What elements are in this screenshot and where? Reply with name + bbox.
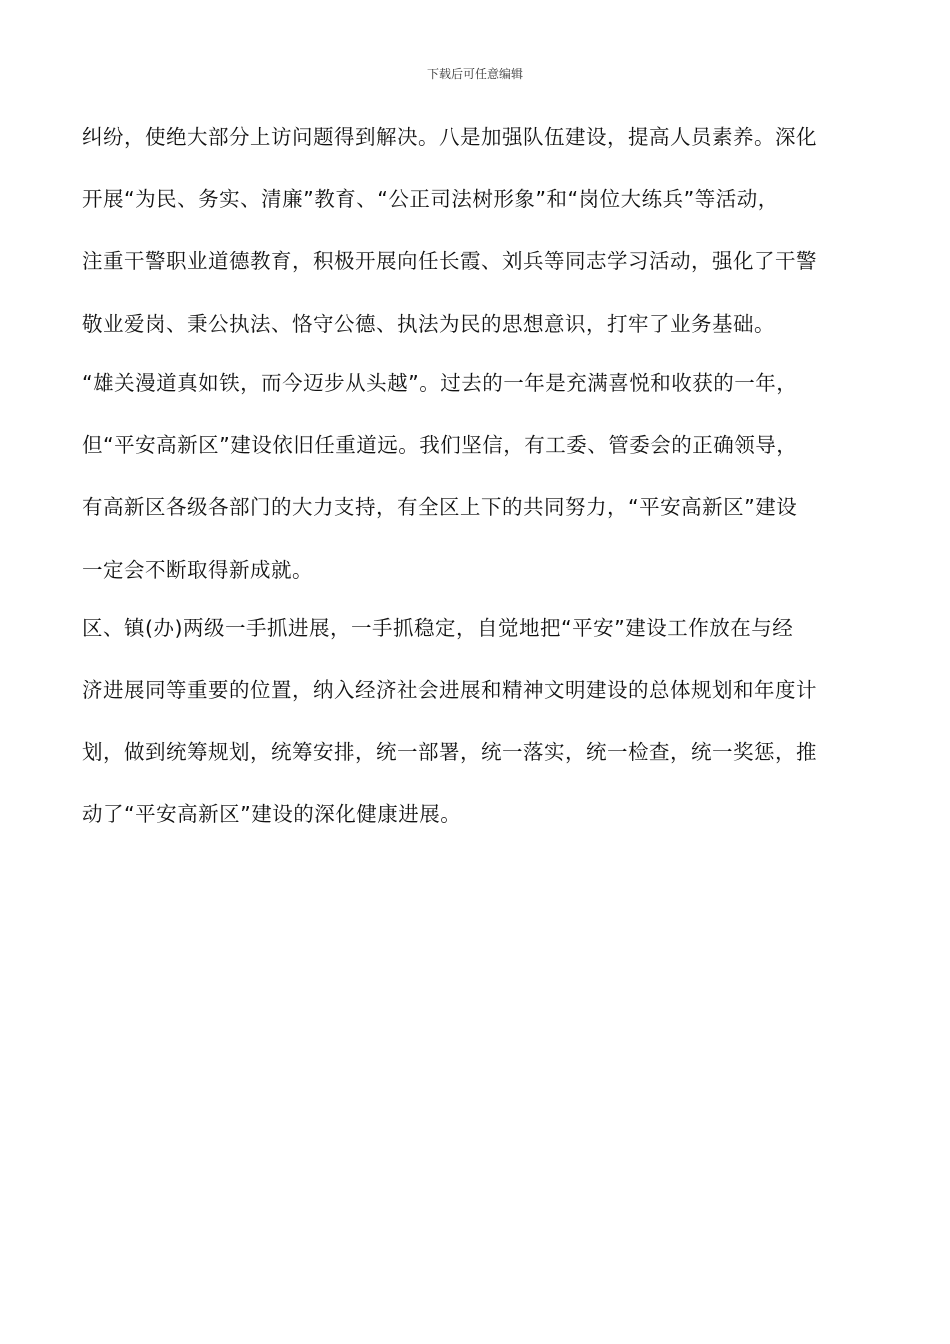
text-line: 济进展同等重要的位置，纳入经济社会进展和精神文明建设的总体规划和年度计 xyxy=(82,678,817,702)
text-line: 纠纷，使绝大部分上访问题得到解决。八是加强队伍建设，提高人员素养。深化 xyxy=(82,125,817,149)
page-header-note: 下载后可任意编辑 xyxy=(426,67,523,81)
text-line: 有高新区各级各部门的大力支持，有全区上下的共同努力，“平安高新区”建设 xyxy=(82,495,798,519)
text-line: 敬业爱岗、秉公执法、恪守公德、执法为民的思想意识，打牢了业务基础。 xyxy=(82,312,775,336)
text-line: 区、镇(办)两级一手抓进展，一手抓稳定，自觉地把“平安”建设工作放在与经 xyxy=(82,616,794,640)
text-line: 一定会不断取得新成就。 xyxy=(82,558,313,582)
text-line: 但“平安高新区”建设依旧任重道远。我们坚信，有工委、管委会的正确领导， xyxy=(82,433,798,457)
text-line: 划，做到统筹规划，统筹安排，统一部署，统一落实，统一检查，统一奖惩，推 xyxy=(82,740,817,764)
text-line: 注重干警职业道德教育，积极开展向任长霞、刘兵等同志学习活动，强化了干警 xyxy=(82,249,817,273)
text-line: “雄关漫道真如铁，而今迈步从头越”。过去的一年是充满喜悦和收获的一年， xyxy=(82,371,798,395)
text-line: 动了“平安高新区”建设的深化健康进展。 xyxy=(82,802,462,826)
text-line: 开展“为民、务实、清廉”教育、“公正司法树形象”和“岗位大练兵”等活动， xyxy=(82,187,779,211)
